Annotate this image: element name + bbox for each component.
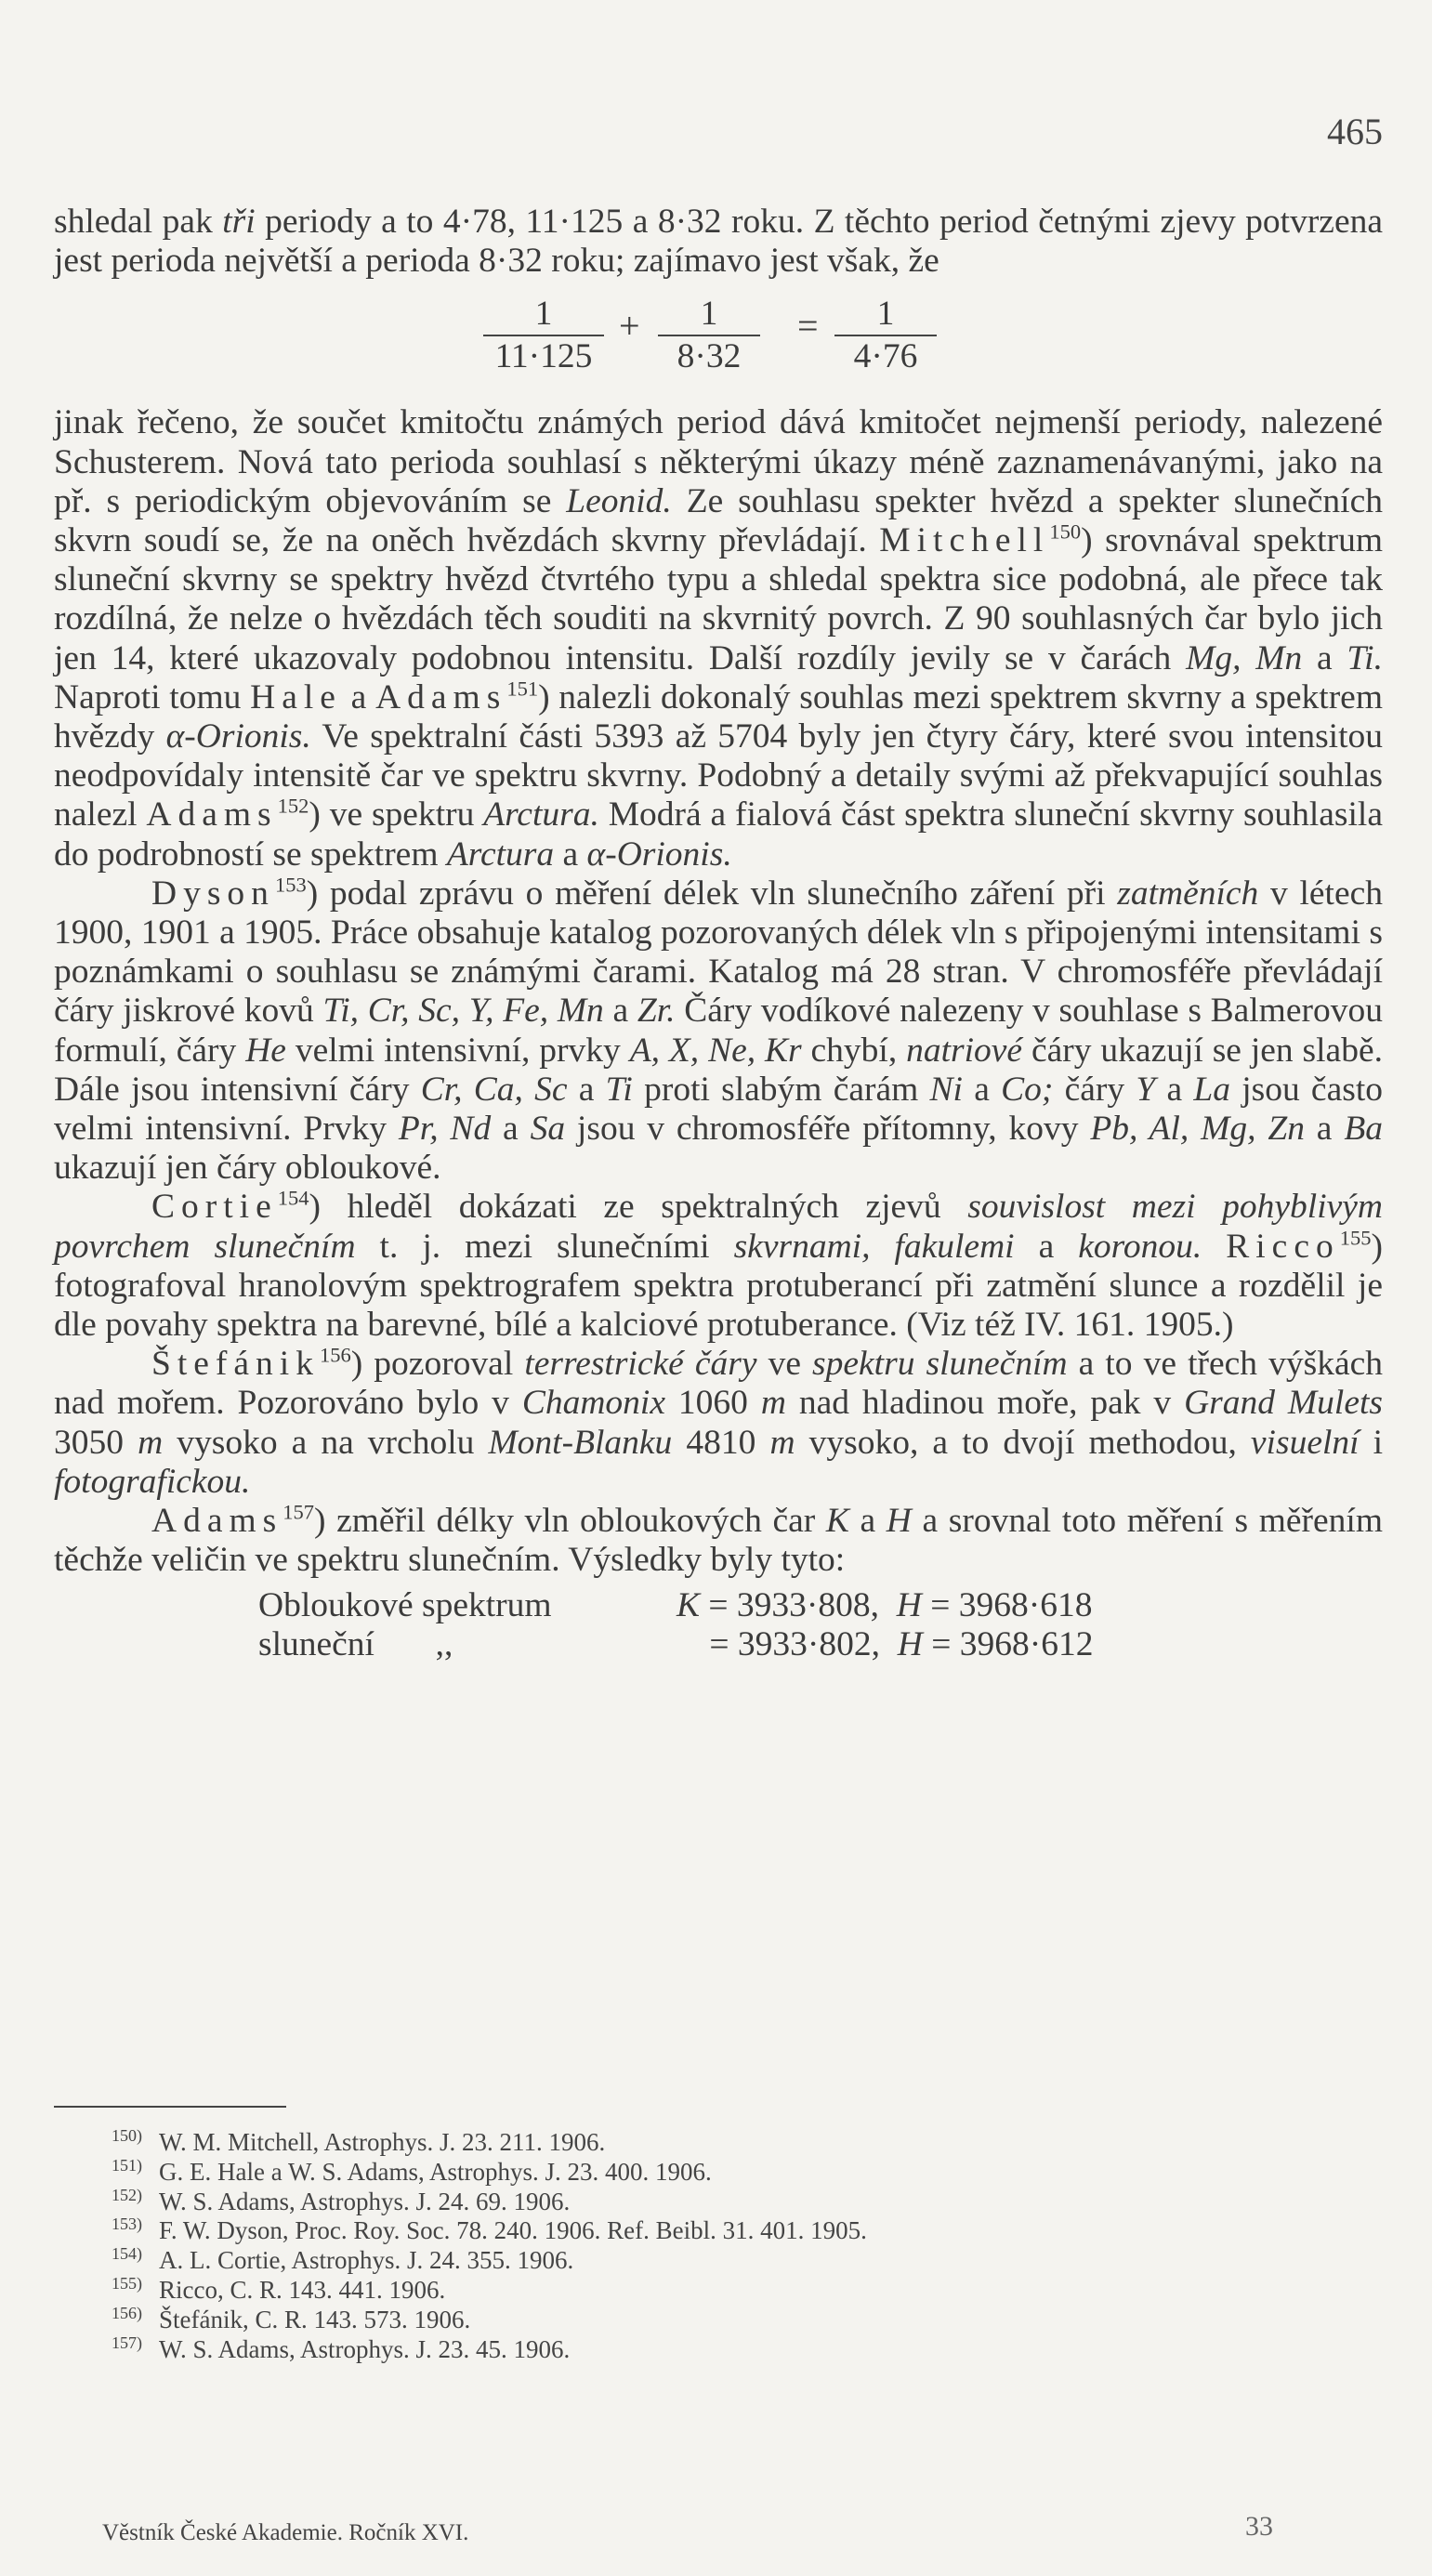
text: vysoko, a to dvojí methodou, [795, 1423, 1251, 1462]
text: ) změřil délky vln obloukových čar [314, 1502, 826, 1541]
row-label: Obloukové spektrum [258, 1585, 552, 1624]
emphasis: Arctura [446, 835, 555, 874]
footnote-text: W. M. Mitchell, Astrophys. J. 23. 211. 1906. [159, 2128, 606, 2156]
text: jsou často velmi intensivní. Prvky [54, 1070, 1383, 1149]
footnote-text: W. S. Adams, Astrophys. J. 24. 69. 1906. [159, 2187, 571, 2215]
paragraph-6 [54, 1502, 1383, 1580]
text: a [554, 835, 587, 874]
emphasis: Grand Mulets [1184, 1384, 1383, 1423]
text: chybí, [801, 1031, 907, 1070]
equals-sign: = [797, 305, 819, 348]
author-name: Dyson [151, 874, 275, 913]
text: a [1302, 638, 1347, 677]
text: a [341, 677, 376, 716]
h-value: = 3968·618 [921, 1585, 1093, 1624]
footnote-number: 151) [112, 2155, 142, 2175]
footnote-ref: 157 [282, 1500, 314, 1524]
footnote-text: Ricco, C. R. 143. 441. 1906. [159, 2275, 446, 2304]
text: Čáry vodíkové nalezeny v souhlase s Balmerovou formulí, čáry [54, 992, 1383, 1070]
text: ) fotografoval hranolovým spektrografem spektra protuberancí při zatmění slunce a rozdělil je dle povahy spektra na barevné, bílé a kalciové protuberance. (Viz též IV. 161. 1905.) [54, 1227, 1383, 1345]
fraction-1 [483, 294, 604, 377]
text: i [1359, 1423, 1384, 1462]
text: t. j. mezi slunečními [355, 1227, 734, 1266]
author-name: Hale [250, 677, 342, 716]
text: vysoko a na vrcholu [163, 1423, 489, 1462]
h-symbol: H [897, 1624, 923, 1663]
text: a [1155, 1070, 1194, 1109]
emphasis: α-Orionis. [165, 717, 311, 756]
footnote-number: 154) [112, 2244, 142, 2264]
footnote-ref: 151 [506, 677, 539, 701]
text: ) podal zprávu o měření délek vln slunečního záření při [306, 874, 1118, 913]
text: Ve spektralní části 5393 až 5704 byly jen čtyry čáry, které svou intensitou neodpovídaly intensitě čar ve spektru skvrny. Podobný a detaily svými až překvapující souhlas nalezl [54, 717, 1383, 835]
author-name: Adams [375, 677, 507, 716]
denominator: 4·76 [834, 335, 937, 377]
emphasis: Ti. [1347, 638, 1383, 677]
emphasis: Chamonix [521, 1384, 666, 1423]
footnote [112, 2185, 1320, 2217]
text: Ze souhlasu spekter hvězd a spekter slunečních skvrn soudí se, že na oněch hvězdách skvrny převládají. [54, 481, 1383, 560]
text: a [1304, 1110, 1345, 1149]
plus-sign: + [619, 305, 640, 348]
h-symbol: H [896, 1585, 922, 1624]
text: nad hladinou moře, pak v [785, 1384, 1185, 1423]
paragraph-3 [54, 874, 1383, 1189]
emphasis: Ti [605, 1070, 633, 1109]
emphasis: m [769, 1423, 795, 1462]
page-number: 465 [1327, 111, 1383, 152]
text: periody a to 4·78, 11·125 a 8·32 roku. Z těchto period četnými zjevy potvrzena jest perioda největší a perioda 8·32 roku; zajímavo jest však, že [54, 203, 1383, 281]
emphasis: Pr, Nd [398, 1110, 492, 1149]
emphasis: fotografickou. [54, 1462, 251, 1501]
author-name: Mitchell [879, 521, 1050, 560]
numerator: 1 [876, 295, 895, 334]
emphasis: m [138, 1423, 164, 1462]
emphasis: visuelní [1250, 1423, 1360, 1462]
fraction-2 [658, 294, 760, 377]
numerator: 1 [534, 295, 553, 334]
row-label: sluneční ,, [258, 1624, 453, 1663]
footnote-ref: 152 [277, 794, 309, 818]
footnote-ref: 155 [1339, 1226, 1372, 1250]
spectrum-row [258, 1625, 1094, 1664]
h-value: = 3968·612 [922, 1624, 1094, 1663]
footnote [112, 2273, 1320, 2306]
paragraph-5 [54, 1345, 1383, 1502]
text: Naproti tomu [54, 677, 251, 716]
text: v létech 1900, 1901 a 1905. Práce obsahuje katalog pozorovaných délek vln s připojenými intensitami s poznámkami o souhlasu se známými čarami. Katalog má 28 stran. V chromosféře převládají čáry jiskrové kovů [54, 874, 1383, 1031]
text: a [567, 1070, 606, 1109]
emphasis: souvislost mezi pohyblivým povrchem slunečním [54, 1188, 1383, 1266]
emphasis: K [825, 1502, 849, 1541]
text: a [603, 992, 637, 1031]
text: proti slabým čarám [632, 1070, 930, 1109]
emphasis: Mg, Mn [1186, 638, 1303, 677]
author-name: Adams [151, 1502, 283, 1541]
emphasis: Arctura. [483, 795, 599, 835]
footnote-text: W. S. Adams, Astrophys. J. 23. 45. 1906. [159, 2334, 571, 2363]
text: ) pozoroval [350, 1345, 525, 1384]
equation [54, 286, 1383, 403]
footnote-text: F. W. Dyson, Proc. Roy. Soc. 78. 240. 1906. Ref. Beibl. 31. 401. 1905. [159, 2216, 867, 2245]
emphasis: Ti, Cr, Sc, Y, Fe, Mn [322, 992, 604, 1031]
paragraph-2 [54, 403, 1383, 874]
k-symbol: K [677, 1585, 701, 1624]
body-text [54, 203, 1383, 1674]
footnote-ref: 153 [274, 873, 307, 897]
emphasis: m [760, 1384, 786, 1423]
emphasis: Leonid. [566, 481, 672, 520]
emphasis: H [886, 1502, 912, 1541]
emphasis: Pb, Al, Mg, Zn [1090, 1110, 1305, 1149]
footnote-number: 150) [112, 2126, 142, 2145]
footnote-text: Štefánik, C. R. 143. 573. 1906. [159, 2305, 471, 2333]
footnote-number: 155) [112, 2273, 142, 2293]
footnote-number: 157) [112, 2333, 142, 2352]
footnote [112, 2335, 1320, 2365]
denominator: 8·32 [658, 335, 760, 377]
footnote-number: 152) [112, 2185, 142, 2204]
text: a [491, 1110, 531, 1149]
paragraph-4 [54, 1188, 1383, 1345]
text: 4810 [672, 1423, 770, 1462]
footnote [112, 2155, 1320, 2188]
footnote-number: 156) [112, 2303, 142, 2322]
emphasis: Zr. [637, 992, 676, 1031]
signature-mark: 33 [1245, 2511, 1273, 2542]
footnote-ref: 150 [1049, 519, 1082, 544]
emphasis: Co; [1001, 1070, 1054, 1109]
denominator: 11·125 [483, 335, 604, 377]
footnote-ref: 156 [319, 1343, 351, 1367]
emphasis: A, X, Ne, Kr [629, 1031, 802, 1070]
footnote [112, 2303, 1320, 2335]
emphasis: zatměních [1117, 874, 1259, 913]
emphasis: terrestrické čáry [524, 1345, 757, 1384]
journal-footer: Věstník České Akademie. Ročník XVI. [102, 2520, 469, 2545]
footnote [112, 2216, 1320, 2246]
text: 1060 [665, 1384, 761, 1423]
text: Modrá a fialová část spektra sluneční skvrny souhlasila do podrobností se spektrem [54, 795, 1383, 874]
footnote [112, 2128, 1320, 2158]
text: ) hleděl dokázati ze spektralných zjevů [309, 1188, 968, 1227]
text: čáry ukazují se jen slabě. Dále jsou intensivní čáry [54, 1031, 1383, 1109]
emphasis: Y [1136, 1070, 1156, 1109]
text: ) nalezli dokonalý souhlas mezi spektrem skvrny a spektrem hvězdy [54, 677, 1383, 756]
text: ukazují jen čáry obloukové. [54, 1149, 441, 1188]
footnote-number: 153) [112, 2215, 142, 2234]
author-name: Ricco [1226, 1227, 1340, 1266]
emphasis: α-Orionis. [586, 835, 732, 874]
text: shledal pak [54, 203, 223, 241]
emphasis: La [1193, 1070, 1230, 1109]
numerator: 1 [700, 295, 718, 334]
text: velmi intensivní, prvky [285, 1031, 630, 1070]
text: a to ve třech výškách nad mořem. Pozorováno bylo v [54, 1345, 1383, 1423]
author-name: Cortie [151, 1188, 278, 1227]
emphasis: He [245, 1031, 286, 1070]
footnotes [112, 2128, 1320, 2364]
footnote-text: G. E. Hale a W. S. Adams, Astrophys. J. 23. 400. 1906. [159, 2157, 712, 2186]
emphasis: skvrnami, fakulemi [733, 1227, 1015, 1266]
text: a [1014, 1227, 1079, 1266]
text [1202, 1228, 1226, 1266]
emphasis: natriové [906, 1031, 1023, 1070]
footnote-divider [54, 2106, 286, 2108]
k-value: = 3933·802, [701, 1624, 881, 1663]
author-name: Štefánik [151, 1345, 320, 1384]
spectrum-row [258, 1586, 1093, 1625]
footnote-text: A. L. Cortie, Astrophys. J. 24. 355. 1906. [159, 2246, 574, 2275]
paragraph-1 [54, 203, 1383, 281]
text: ) srovnával spektrum sluneční skvrny se spektry hvězd čtvrtého typu a shledal spektra sice podobná, ale přece tak rozdílná, že nelze o hvězdách těch souditi na skvrnitý povrch. Z 90 souhlasných čar bylo jich jen 14, které ukazovaly podobnou intensitu. Další rozdíly jevily se v čarách [54, 521, 1383, 677]
author-name: Adams [146, 795, 278, 835]
spectrum-table [54, 1581, 1383, 1674]
emphasis: Ba [1344, 1110, 1383, 1149]
text: a [848, 1502, 887, 1541]
emphasis: spektru slunečním [812, 1345, 1068, 1384]
emphasis: tři [222, 203, 256, 241]
text: a [962, 1070, 1002, 1109]
footnote-ref: 154 [277, 1186, 309, 1210]
k-value: = 3933·808, [700, 1585, 880, 1624]
emphasis: koronou. [1078, 1227, 1202, 1266]
text: 3050 [54, 1423, 138, 1462]
footnote [112, 2246, 1320, 2276]
emphasis: Ni [929, 1070, 963, 1109]
emphasis: Sa [530, 1110, 566, 1149]
text: ve [756, 1345, 813, 1384]
text: ) ve spektru [309, 795, 484, 835]
text: čáry [1053, 1070, 1136, 1109]
emphasis: Mont-Blanku [488, 1423, 673, 1462]
text: jsou v chromosféře přítomny, kovy [565, 1110, 1091, 1149]
emphasis: Cr, Ca, Sc [420, 1070, 568, 1109]
fraction-3 [834, 294, 937, 377]
text: a srovnal toto měření s měřením těchže veličin ve spektru slunečním. Výsledky byly tyto: [54, 1502, 1383, 1580]
text: jinak řečeno, že součet kmitočtu známých period dává kmitočet nejmenší periody, nalezené Schusterem. Nová tato perioda souhlasí s některými úkazy méně zaznamenávanými, jako na př. s periodickým objevováním se [54, 403, 1383, 520]
